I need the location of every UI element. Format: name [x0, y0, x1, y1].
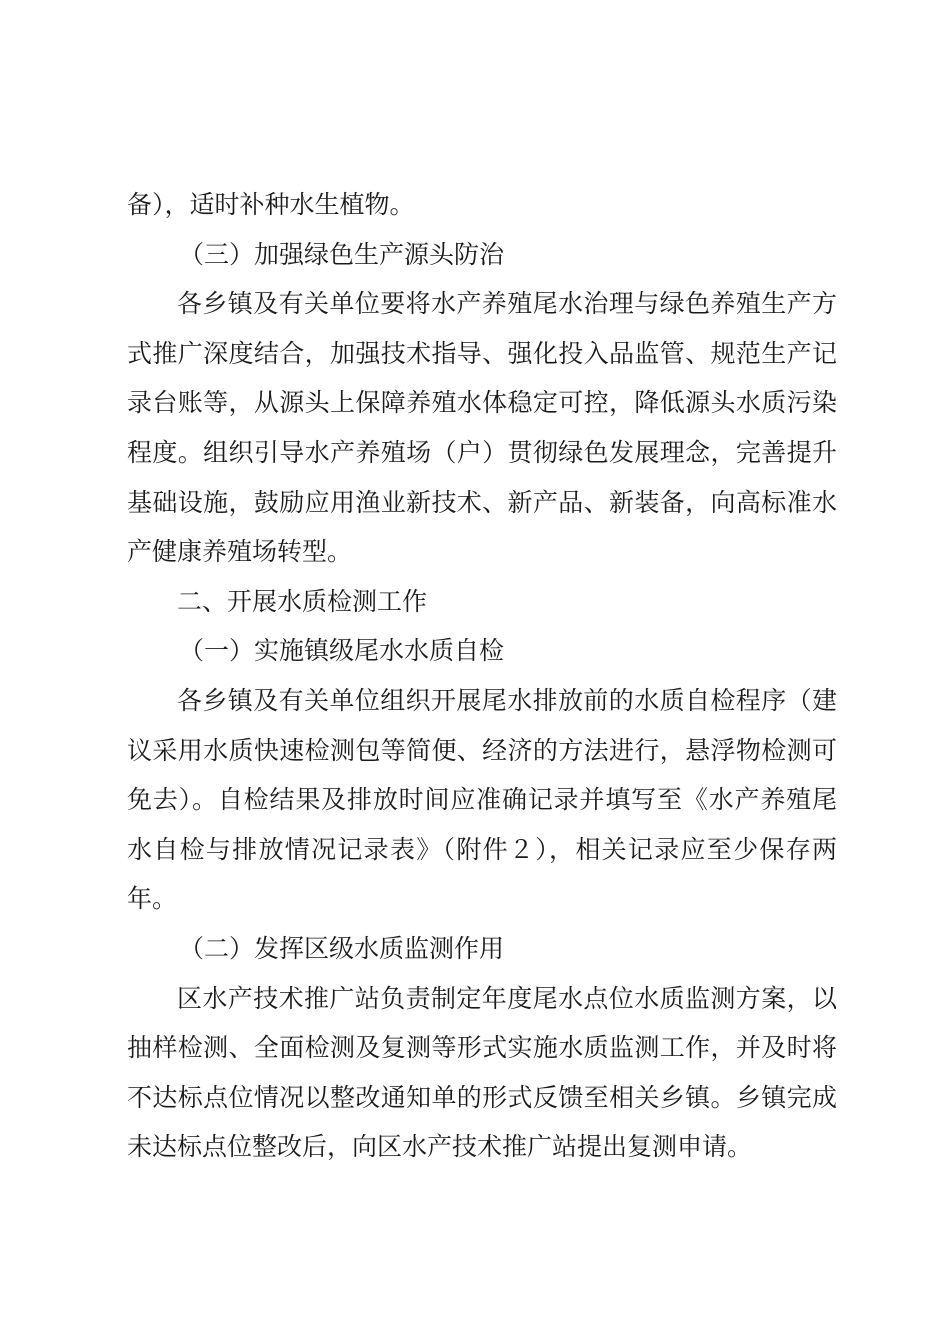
paragraph-self-check: 各乡镇及有关单位组织开展尾水排放前的水质自检程序（建议采用水质快速检测包等简便、经济的方法进行，悬浮物检测可免去）。自检结果及排放时间应准确记录并填写至《水产养殖尾水自检与排放情况记录表》（附件２），相关记录应至少保存两年。 [127, 685, 837, 914]
paragraph-green-production: 各乡镇及有关单位要将水产养殖尾水治理与绿色养殖生产方式推广深度结合，加强技术指导、强化投入品监管、规范生产记录台账等，从源头上保障养殖水体稳定可控，降低源头水质污染程度。组织引导水产养殖场（户）贯彻绿色发展理念，完善提升基础设施，鼓励应用渔业新技术、新产品、新装备，向高标准水产健康养殖场转型。 [127, 289, 837, 567]
document-page [127, 180, 837, 1172]
chapter-heading-2: 二、开展水质检测工作 [177, 586, 428, 616]
section-heading-2: （二）发挥区级水质监测作用 [179, 933, 505, 963]
paragraph-monitoring: 区水产技术推广站负责制定年度尾水点位水质监测方案，以抽样检测、全面检测及复测等形式实施水质监测工作，并及时将不达标点位情况以整改通知单的形式反馈至相关乡镇。乡镇完成未达标点位整改后，向区水产技术推广站提出复测申请。 [127, 983, 837, 1162]
section-heading-1: （一）实施镇级尾水水质自检 [179, 636, 505, 666]
section-heading-3: （三）加强绿色生产源头防治 [179, 239, 505, 269]
paragraph-continuation: 备），适时补种水生植物。 [127, 190, 415, 219]
